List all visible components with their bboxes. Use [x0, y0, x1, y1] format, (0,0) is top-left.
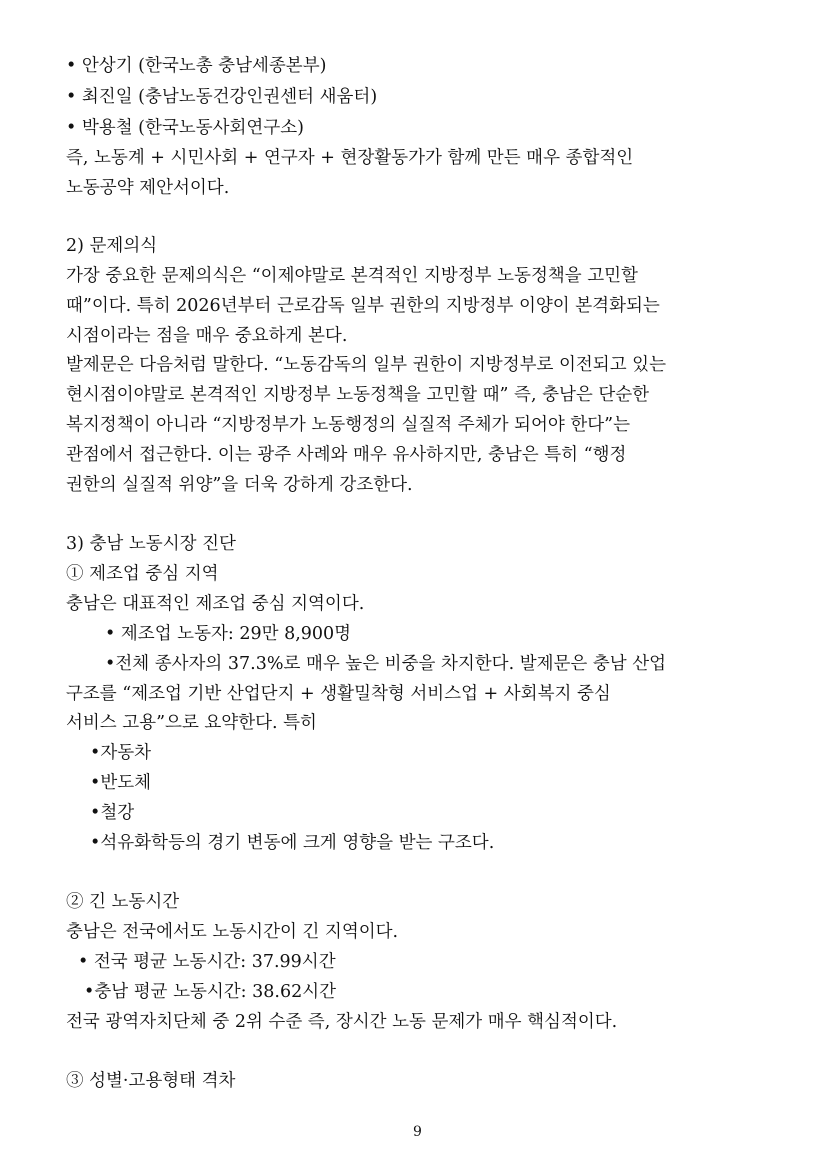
section-heading: 2) 문제의식 [66, 236, 158, 256]
industry-item: •자동차 [90, 743, 152, 763]
bullet-item: •전체 종사자의 37.3%로 매우 높은 비중을 차지한다. 발제문은 충남 산업 [105, 654, 667, 674]
subsection-heading: ② 긴 노동시간 [66, 892, 180, 912]
paragraph-line: 구조를 “제조업 기반 산업단지 + 생활밀착형 서비스업 + 사회복지 중심 [66, 684, 611, 704]
industry-item: •석유화학등의 경기 변동에 크게 영향을 받는 구조다. [90, 833, 495, 853]
paragraph-line: 권한의 실질적 위양”을 더욱 강하게 강조한다. [66, 475, 413, 495]
page-number: 9 [413, 1124, 422, 1140]
industry-item: •반도체 [90, 773, 152, 793]
bullet-item: •충남 평균 노동시간: 38.62시간 [84, 982, 337, 1002]
paragraph-line: 충남은 대표적인 제조업 중심 지역이다. [66, 594, 365, 614]
paragraph-line: 노동공약 제안서이다. [66, 178, 230, 198]
industry-item: •철강 [90, 803, 135, 823]
bullet-item: • 제조업 노동자: 29만 8,900명 [105, 624, 352, 644]
participant-item: • 안상기 (한국노총 충남세종본부) [66, 56, 327, 76]
paragraph-line: 관점에서 접근한다. 이는 광주 사례와 매우 유사하지만, 충남은 특히 “행정 [66, 445, 627, 465]
participant-item: • 박용철 (한국노동사회연구소) [66, 118, 304, 138]
paragraph-line: 충남은 전국에서도 노동시간이 긴 지역이다. [66, 922, 399, 942]
paragraph-line: 서비스 고용”으로 요약한다. 특히 [66, 713, 317, 733]
paragraph-line: 때”이다. 특히 2026년부터 근로감독 일부 권한의 지방정부 이양이 본격화되는 [66, 296, 660, 316]
subsection-heading: ① 제조업 중심 지역 [66, 564, 219, 584]
paragraph-line: 시점이라는 점을 매우 중요하게 본다. [66, 326, 348, 346]
subsection-heading: ③ 성별·고용형태 격차 [66, 1071, 236, 1091]
paragraph-line: 전국 광역자치단체 중 2위 수준 즉, 장시간 노동 문제가 매우 핵심적이다. [66, 1012, 618, 1032]
paragraph-line: 즉, 노동계 + 시민사회 + 연구자 + 현장활동가가 함께 만든 매우 종합적인 [66, 148, 634, 168]
paragraph-line: 가장 중요한 문제의식은 “이제야말로 본격적인 지방정부 노동정책을 고민할 [66, 266, 638, 286]
participant-item: • 최진일 (충남노동건강인권센터 새움터) [66, 87, 378, 107]
paragraph-line: 현시점이야말로 본격적인 지방정부 노동정책을 고민할 때” 즉, 충남은 단순한 [66, 385, 650, 405]
section-heading: 3) 충남 노동시장 진단 [66, 534, 236, 554]
paragraph-line: 발제문은 다음처럼 말한다. “노동감독의 일부 권한이 지방정부로 이전되고 있는 [66, 355, 666, 375]
bullet-item: • 전국 평균 노동시간: 37.99시간 [78, 952, 336, 972]
paragraph-line: 복지정책이 아니라 “지방정부가 노동행정의 실질적 주체가 되어야 한다”는 [66, 415, 630, 435]
